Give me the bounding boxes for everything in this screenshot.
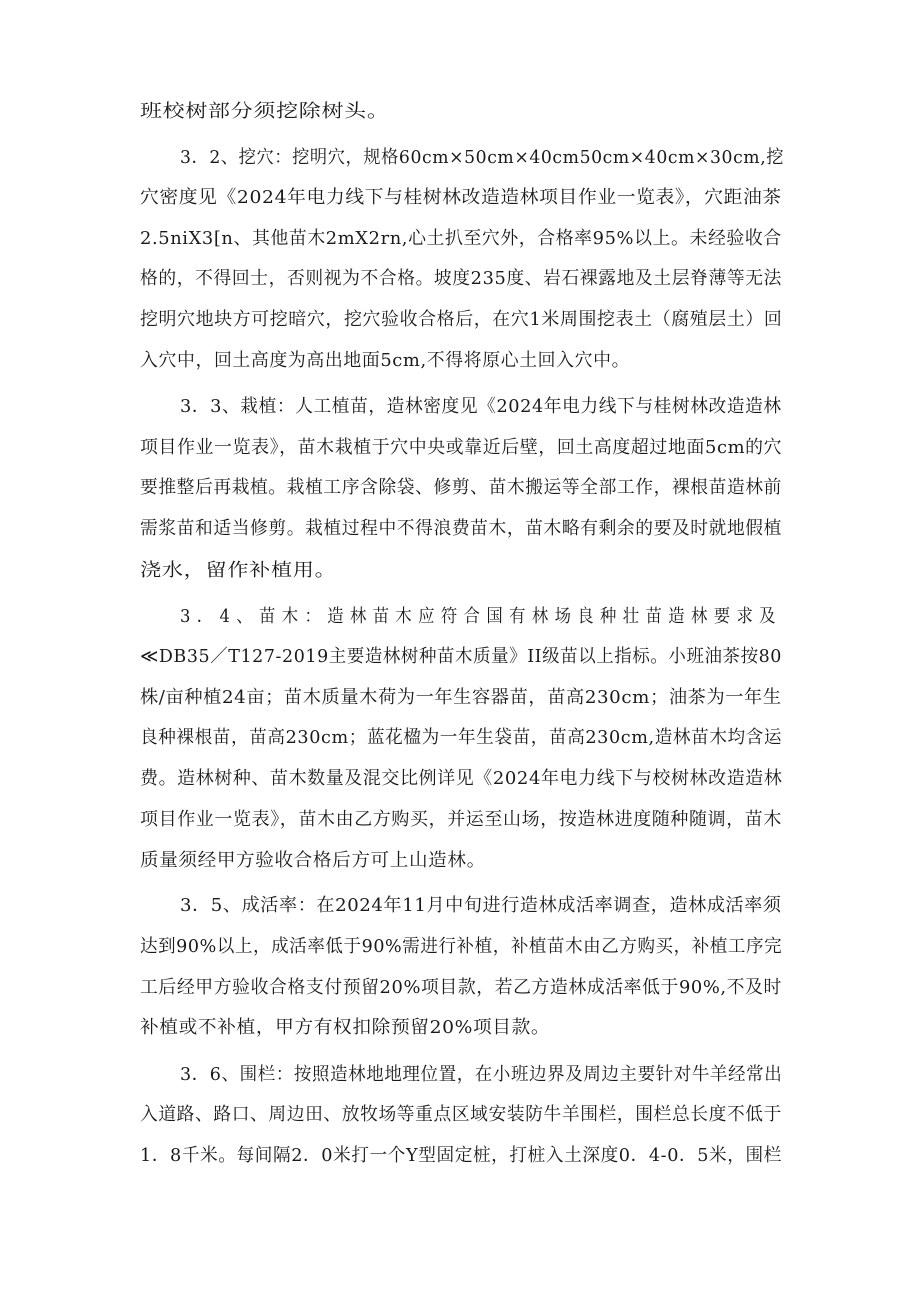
text-line: 入道路、路口、周边田、放牧场等重点区域安装防牛羊围栏，围栏总长度不低于 [140,1104,782,1125]
text-line: 达到90%以上，成活率低于90%需进行补植，补植苗木由乙方购买，补植工序完 [140,936,783,957]
text-line: 格的，不得回士，否则视为不合格。坡度235度、岩石裸露地及土层脊薄等无法 [140,268,782,289]
text-line: 补植或不补植，甲方有权扣除预留20%项目款。 [140,1017,551,1038]
text-line: 质量须经甲方验收合格后方可上山造林。 [140,850,486,871]
text-line: 挖明穴地块方可挖暗穴，挖穴验收合格后，在穴1米周围挖表土（腐殖层土）回 [140,309,783,330]
text-line: 良种裸根苗，苗高230cm；蓝花楹为一年生袋苗，苗高230cm,造林苗木均含运 [140,727,783,748]
text-line: 2.5niX3[n、其他苗木2mX2rn,心土扒至穴外，合格率95%以上。未经验收合 [140,228,782,249]
text-line: 穴密度见《2024年电力线下与桂树林改造造林项目作业一览表》，穴距油茶 [140,187,782,208]
text-line: 工后经甲方验收合格支付预留20%项目款，若乙方造林成活率低于90%,不及时 [140,977,782,998]
text-line: 株/亩种植24亩；苗木质量木荷为一年生容器苗，苗高230cm；油茶为一年生 [140,687,782,708]
text-line: 要推整后再栽植。栽植工序含除袋、修剪、苗木搬运等全部工作，裸根苗造林前 [140,477,782,498]
text-line: ≪DB35／T127-2019主要造林树种苗木质量》II级苗以上指标。小班油茶按80 [140,646,782,667]
text-line: 需浆苗和适当修剪。栽植过程中不得浪费苗木，苗木略有剩余的要及时就地假植 [140,518,782,539]
text-line: 入穴中，回土高度为高出地面5cm,不得将原心土回入穴中。 [140,350,631,371]
text-line: 浇水，留作补植用。 [140,560,337,581]
text-line: 费。造林树种、苗木数量及混交比例详见《2024年电力线下与校树林改造造林 [140,768,783,789]
text-line: 项目作业一览表》，苗木栽植于穴中央或靠近后壁，回土高度超过地面5cm的穴 [140,437,783,458]
paragraph-3-3-first-line: 3．3、栽植：人工植苗，造林密度见《2024年电力线下与桂树林改造造林 [180,396,782,417]
text-line: 班校树部分须挖除树头。 [140,101,390,122]
paragraph-3-4-first-line: 3．4、苗木：造林苗木应符合国有林场良种壮苗造林要求及 [180,606,782,627]
paragraph-3-5-first-line: 3．5、成活率：在2024年11月中旬进行造林成活率调查，造林成活率须 [180,895,782,916]
text-line: 1．8千米。每间隔2．0米打一个Y型固定桩，打桩入土深度0．4-0．5米，围栏 [140,1145,782,1166]
paragraph-3-6-first-line: 3．6、围栏：按照造林地地理位置，在小班边界及周边主要针对牛羊经常出 [180,1064,783,1085]
text-line: 项目作业一览表》，苗木由乙方购买，并运至山场，按造林进度随种随调，苗木 [140,809,782,830]
paragraph-3-2-first-line: 3．2、挖穴：挖明穴，规格60cm×50cm×40cm50cm×40cm×30cm,挖 [180,147,785,168]
